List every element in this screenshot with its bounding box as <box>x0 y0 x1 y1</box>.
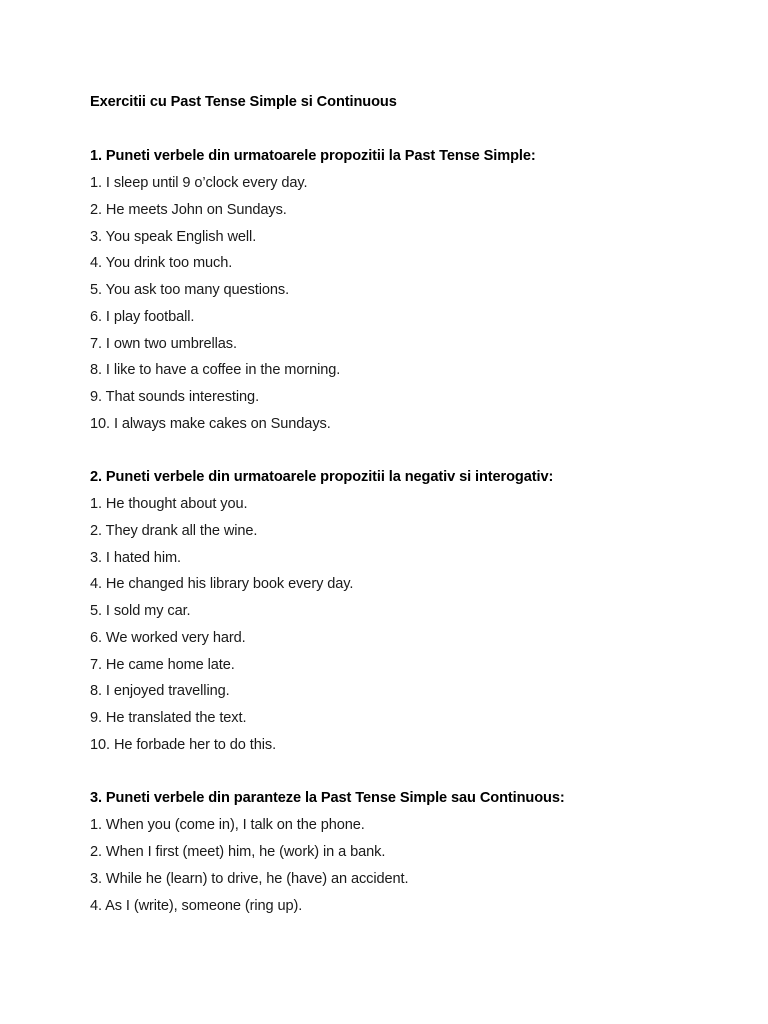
section-1-item: 7. I own two umbrellas. <box>90 336 237 352</box>
section-3-item: 1. When you (come in), I talk on the phone. <box>90 817 365 833</box>
section-2-item: 3. I hated him. <box>90 550 181 566</box>
section-2-item: 1. He thought about you. <box>90 496 248 512</box>
section-1-item: 3. You speak English well. <box>90 229 257 245</box>
section-1-item: 10. I always make cakes on Sundays. <box>90 416 331 432</box>
section-2-item: 5. I sold my car. <box>90 603 191 619</box>
section-1-item: 1. I sleep until 9 o’clock every day. <box>90 175 308 191</box>
section-1-item: 4. You drink too much. <box>90 255 233 271</box>
section-2-item: 8. I enjoyed travelling. <box>90 683 230 699</box>
section-3-item: 3. While he (learn) to drive, he (have) an accident. <box>90 871 409 887</box>
section-1-item: 2. He meets John on Sundays. <box>90 202 287 218</box>
section-1-item: 5. You ask too many questions. <box>90 282 290 298</box>
section-2-item: 9. He translated the text. <box>90 710 247 726</box>
section-2-item: 7. He came home late. <box>90 657 235 673</box>
section-3-item: 2. When I first (meet) him, he (work) in a bank. <box>90 844 386 860</box>
section-2-item: 2. They drank all the wine. <box>90 523 258 539</box>
section-3-item: 4. As I (write), someone (ring up). <box>90 898 303 914</box>
section-1-item: 9. That sounds interesting. <box>90 389 260 405</box>
document-title: Exercitii cu Past Tense Simple si Continuous <box>90 94 397 110</box>
section-1-heading: 1. Puneti verbele din urmatoarele propozitii la Past Tense Simple: <box>90 148 536 164</box>
section-3-heading: 3. Puneti verbele din paranteze la Past Tense Simple sau Continuous: <box>90 790 565 806</box>
section-1-item: 6. I play football. <box>90 309 195 325</box>
section-2-item: 10. He forbade her to do this. <box>90 737 277 753</box>
section-2-item: 6. We worked very hard. <box>90 630 246 646</box>
section-2-heading: 2. Puneti verbele din urmatoarele propozitii la negativ si interogativ: <box>90 469 554 485</box>
section-1-item: 8. I like to have a coffee in the morning. <box>90 362 341 378</box>
section-2-item: 4. He changed his library book every day. <box>90 576 354 592</box>
